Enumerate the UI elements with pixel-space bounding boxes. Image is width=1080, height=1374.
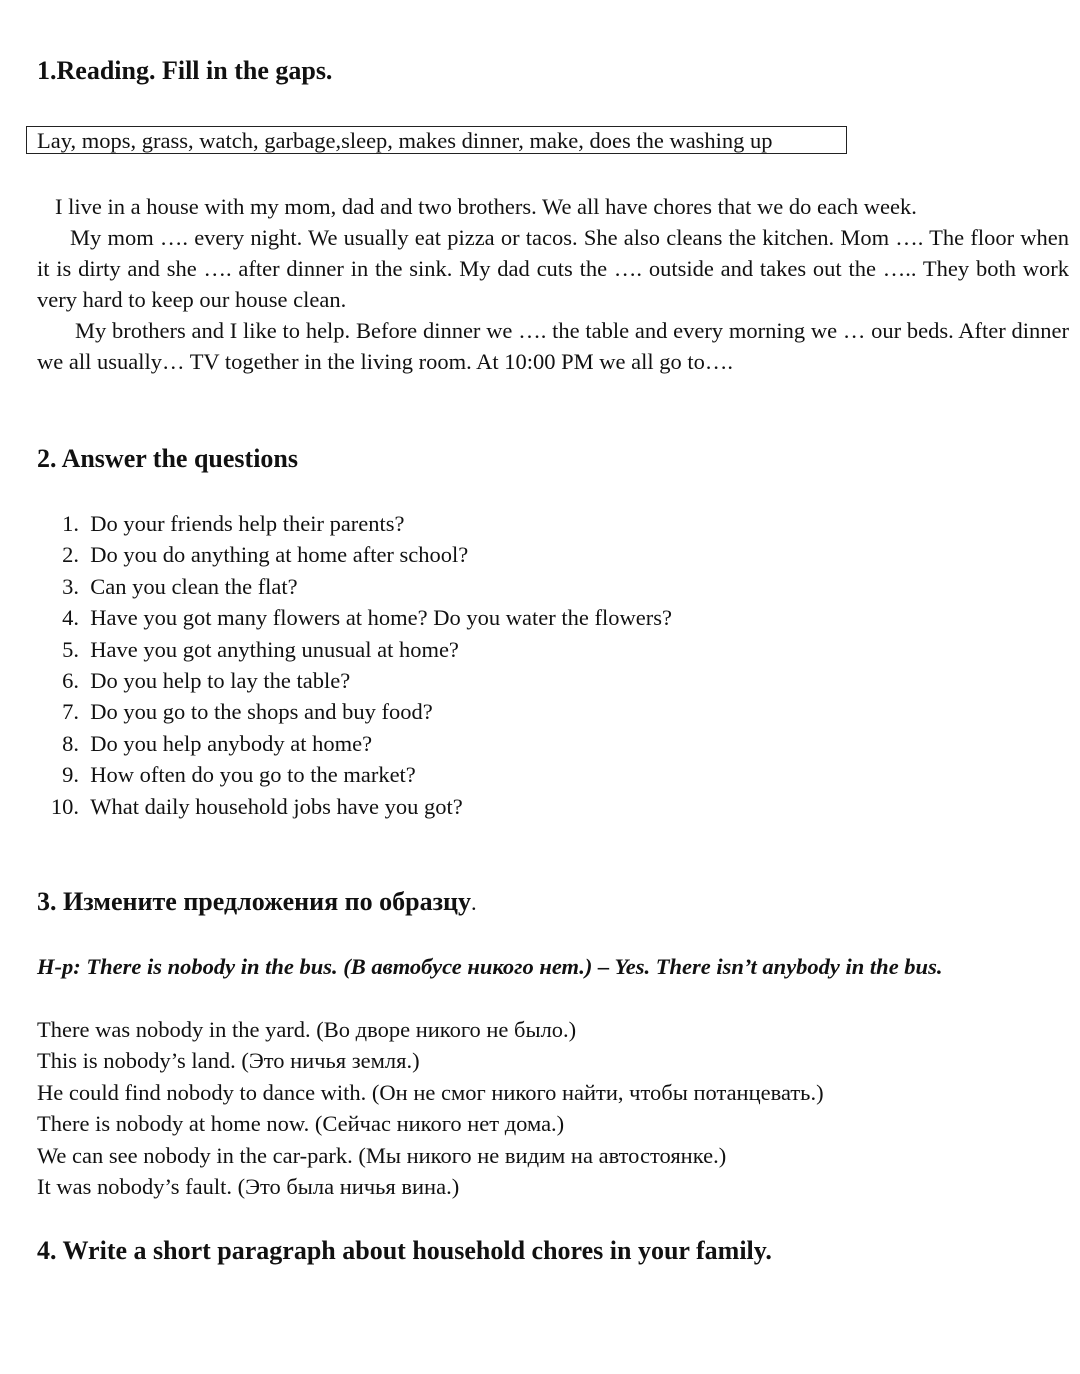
reading-text (37, 191, 1069, 377)
question-number: 5. (62, 636, 79, 662)
list-item: There was nobody in the yard. (Во дворе никого не было.) (37, 1017, 577, 1042)
question-number: 3. (62, 573, 79, 599)
question-text: Have you got many flowers at home? Do you water the flowers? (90, 605, 672, 631)
section-3-heading-text: 3. Измените предложения по образцу (37, 887, 472, 916)
question-number: 6. (62, 668, 79, 694)
list-item (37, 791, 672, 822)
section-3-heading (37, 887, 477, 918)
list-item (37, 508, 672, 539)
question-text: Do you help anybody at home? (90, 730, 373, 756)
question-number: 8. (62, 730, 79, 756)
list-item (37, 539, 672, 570)
reading-paragraph-1: I live in a house with my mom, dad and two brothers. We all have chores that we do each week. (55, 194, 917, 219)
list-item (37, 759, 672, 790)
list-item (37, 728, 672, 759)
question-text: Have you got anything unusual at home? (90, 636, 459, 662)
reading-paragraph-2: My mom …. every night. We usually eat pizza or tacos. She also cleans the kitchen. Mom …. The floor when it is dirty and she …. after dinner in the sink. My dad cuts the …. outside and takes out the ….. They both work very hard to keep our house clean. (37, 225, 1069, 312)
question-text: Do you help to lay the table? (90, 668, 351, 694)
list-item: He could find nobody to dance with. (Он не смог никого найти, чтобы потанцевать.) (37, 1079, 824, 1105)
list-item (37, 571, 672, 602)
question-number: 4. (62, 605, 79, 631)
section-1-heading: 1.Reading. Fill in the gaps. (37, 56, 333, 85)
section-4-heading: 4. Write a short paragraph about household chores in your family. (37, 1236, 772, 1265)
section-2-heading: 2. Answer the questions (37, 444, 299, 473)
list-item (37, 696, 672, 727)
question-number: 7. (62, 699, 79, 725)
reading-paragraph-3: My brothers and I like to help. Before dinner we …. the table and every morning we … our beds. After dinner we all usually… TV together in the living room. At 10:00 PM we all go to…. (37, 318, 1069, 374)
question-number: 2. (62, 542, 79, 568)
question-text: How often do you go to the market? (90, 762, 416, 788)
list-item (37, 665, 672, 696)
questions-list (37, 508, 672, 822)
list-item: It was nobody’s fault. (Это была ничья вина.) (37, 1174, 460, 1200)
section-3-heading-period: . (471, 890, 477, 915)
question-text: Do you go to the shops and buy food? (90, 699, 433, 725)
question-number: 9. (62, 762, 79, 788)
list-item (37, 602, 672, 633)
question-number: 1. (62, 511, 79, 536)
question-text: Can you clean the flat? (90, 573, 298, 599)
word-bank-box: Lay, mops, grass, watch, garbage,sleep, makes dinner, make, does the washing up (26, 126, 847, 154)
sentences-list (37, 1014, 824, 1202)
question-text: What daily household jobs have you got? (90, 793, 463, 819)
example-sentence: Н-р: There is nobody in the bus. (В автобусе никого нет.) – Yes. There isn’t anybody in the bus. (37, 954, 943, 979)
list-item: This is nobody’s land. (Это ничья земля.) (37, 1048, 420, 1074)
question-number: 10. (50, 793, 79, 819)
question-text: Do your friends help their parents? (90, 511, 405, 536)
list-item: There is nobody at home now. (Сейчас никого нет дома.) (37, 1111, 565, 1137)
question-text: Do you do anything at home after school? (90, 542, 469, 568)
list-item: We can see nobody in the car-park. (Мы никого не видим на автостоянке.) (37, 1142, 727, 1168)
list-item (37, 634, 672, 665)
